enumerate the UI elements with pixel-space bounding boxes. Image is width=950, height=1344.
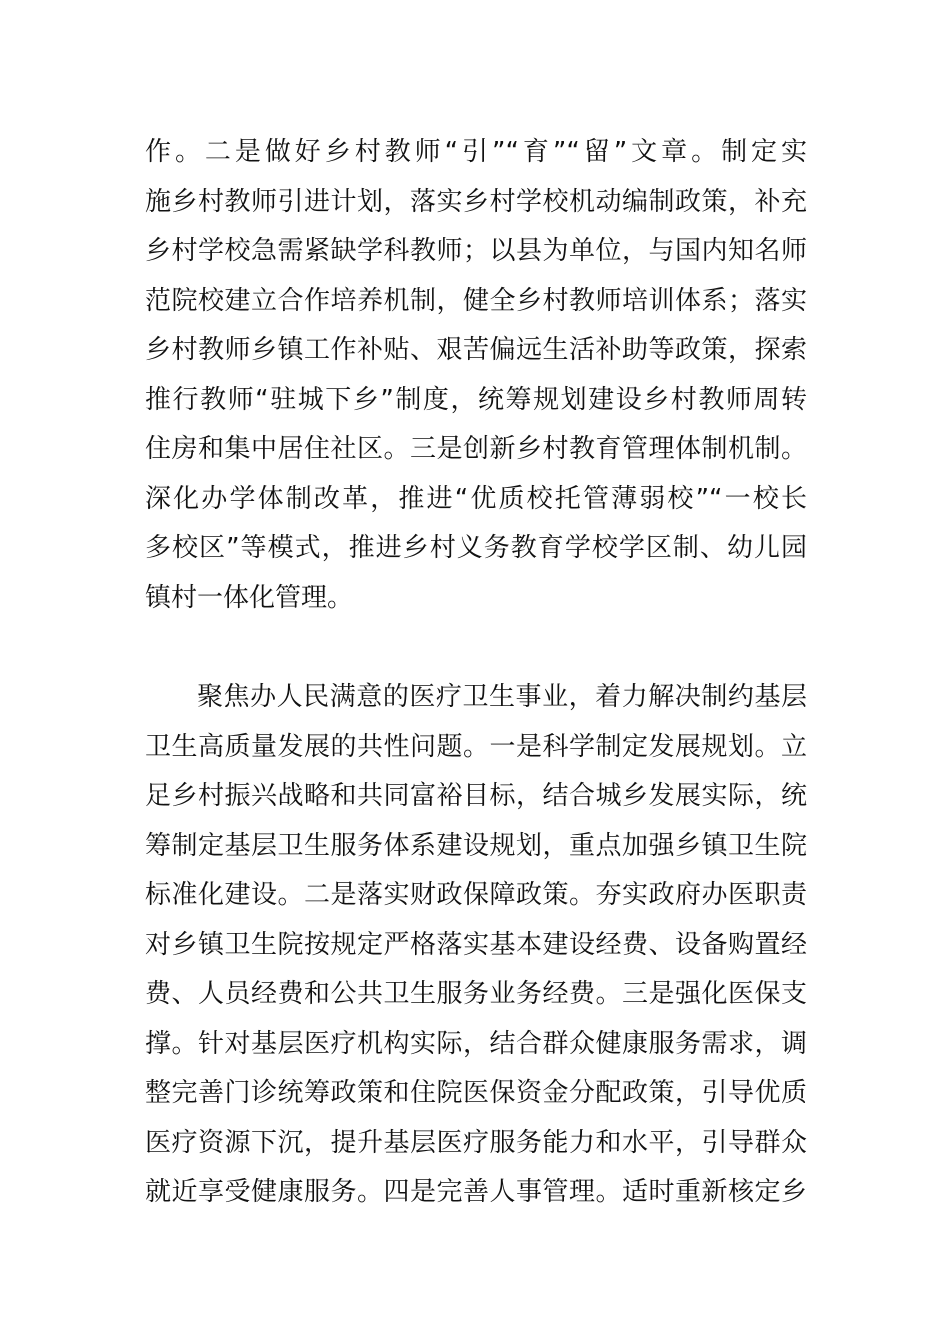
text-line: 整完善门诊统筹政策和住院医保资金分配政策，引导优质: [145, 1078, 807, 1108]
text-line: 范院校建立合作培养机制，健全乡村教师培训体系；落实: [145, 285, 807, 316]
text-line: 多校区”等模式，推进乡村义务教育学校学区制、幼儿园: [145, 533, 807, 563]
text-line: 乡村学校急需紧缺学科教师；以县为单位，与国内知名师: [145, 236, 807, 266]
text-line: 医疗资源下沉，提升基层医疗服务能力和水平，引导群众: [145, 1127, 807, 1158]
paragraph-education: [145, 128, 807, 623]
text-line: 就近享受健康服务。四是完善人事管理。适时重新核定乡: [145, 1177, 807, 1207]
text-line-last: 镇村一体化管理。: [145, 582, 354, 613]
text-line: 足乡村振兴战略和共同富裕目标，结合城乡发展实际，统: [145, 781, 807, 811]
text-line: 作。二是做好乡村教师“引”“育”“留”文章。制定实: [145, 137, 807, 167]
text-line: 标准化建设。二是落实财政保障政策。夯实政府办医职责: [145, 880, 807, 910]
text-line: 撑。针对基层医疗机构实际，结合群众健康服务需求，调: [145, 1028, 807, 1059]
paragraph-healthcare: [145, 673, 807, 1218]
text-line: 卫生高质量发展的共性问题。一是科学制定发展规划。立: [145, 731, 807, 762]
text-line-first: 聚焦办人民满意的医疗卫生事业，着力解决制约基层: [197, 682, 807, 712]
text-line: 施乡村教师引进计划，落实乡村学校机动编制政策，补充: [145, 186, 807, 217]
text-line: 费、人员经费和公共卫生服务业务经费。三是强化医保支: [145, 979, 807, 1009]
text-line: 对乡镇卫生院按规定严格落实基本建设经费、设备购置经: [145, 929, 807, 960]
text-line: 住房和集中居住社区。三是创新乡村教育管理体制机制。: [145, 434, 807, 464]
text-line: 深化办学体制改革，推进“优质校托管薄弱校”“一校长: [145, 483, 807, 514]
text-line: 乡村教师乡镇工作补贴、艰苦偏远生活补助等政策，探索: [145, 335, 807, 365]
text-line: 筹制定基层卫生服务体系建设规划，重点加强乡镇卫生院: [145, 830, 807, 861]
text-line: 推行教师“驻城下乡”制度，统筹规划建设乡村教师周转: [145, 384, 807, 415]
